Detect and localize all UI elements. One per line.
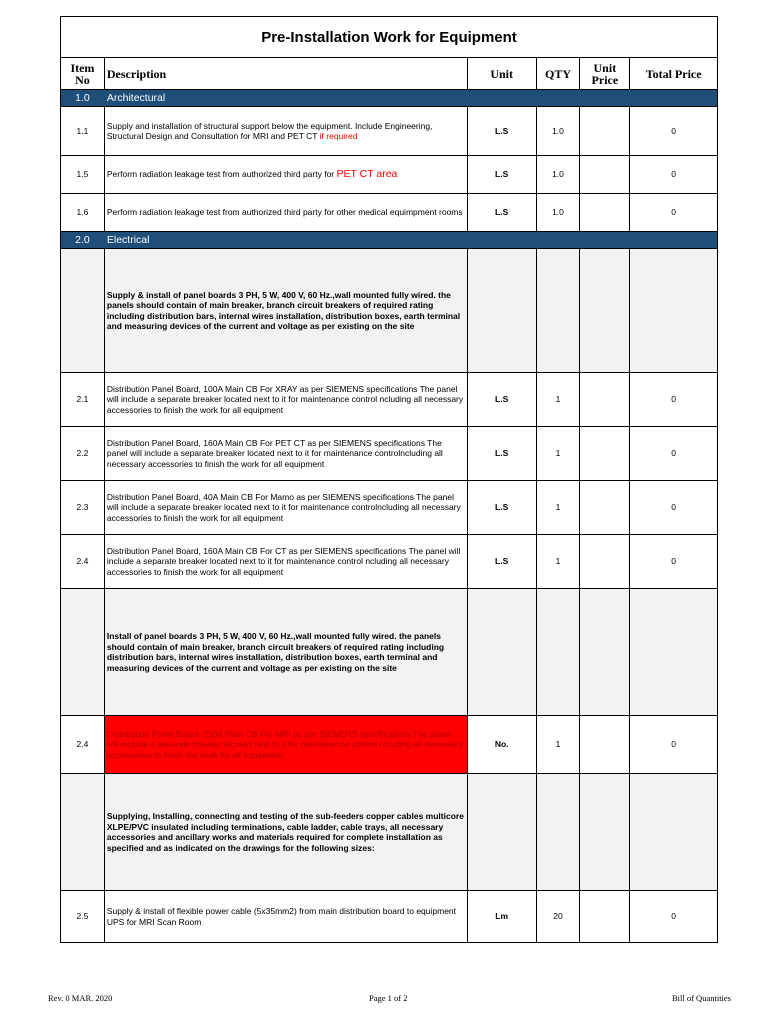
item-qty: 1.0 (537, 194, 581, 231)
item-unit: L.S (468, 156, 537, 193)
table-row (61, 427, 717, 481)
table-row (61, 481, 717, 535)
item-total-price: 0 (671, 911, 677, 922)
item-unit-price[interactable] (580, 481, 630, 534)
group-header-row (61, 774, 717, 891)
group-description: Supply & install of panel boards 3 PH, 5 W, 400 V, 60 Hz.,wall mounted fully wired. the panels should contain of main breaker, branch circuit breakers of required rating including distribution bars, internal wires installation, distribution boxes, earth terminal and measuring devices of the current and voltage as per existing on the site (105, 249, 468, 372)
header-total-price: Total Price (645, 66, 702, 81)
header-item-no: Item No (61, 58, 105, 89)
section-number: 1.0 (61, 90, 105, 106)
table-row (61, 156, 717, 194)
footer-revision: Rev. 0 MAR. 2020 (48, 993, 113, 1003)
group-description: Install of panel boards 3 PH, 5 W, 400 V, 60 Hz.,wall mounted fully wired. the panels should contain of main breaker, branch circuit breakers of required rating including distribution bars, internal wires installation, distribution boxes, earth terminal and measuring devices of the current and voltage as per existing on the site (105, 589, 468, 715)
item-unit: Lm (468, 891, 537, 942)
item-unit: L.S (468, 194, 537, 231)
item-qty: 1 (537, 716, 581, 773)
group-header-row (61, 589, 717, 716)
section-number: 2.0 (61, 232, 105, 248)
item-total-price: 0 (671, 448, 677, 459)
footer-document-title: Bill of Quantities (671, 993, 731, 1003)
table-row (61, 107, 717, 156)
table-row (61, 535, 717, 589)
item-description: Distribution Panel Board, 100A Main CB For XRAY as per SIEMENS specifications The panel will include a separate breaker located next to it for maintenance control ncluding all necessary accessories to finish the work for all equipment (105, 373, 468, 426)
item-total-price: 0 (671, 169, 677, 180)
section-name: Architectural (105, 90, 468, 106)
item-description: Distribution Panel Board, 250A Main CB For MRI as per SIEMENS specifications.The panel will include a separate breaker located next to it for maintenance control ncluding all necessary accessories to finish the work for all equipment (105, 716, 468, 773)
header-qty: QTY (537, 58, 581, 89)
item-qty: 1 (537, 535, 581, 588)
group-header-row (61, 249, 717, 373)
item-unit-price[interactable] (580, 535, 630, 588)
table-row (61, 716, 717, 774)
item-description: Distribution Panel Board, 40A Main CB For Mamo as per SIEMENS specifications The panel will include a separate breaker located next to it for maintenance controlncluding all necessary accessories to finish the work for all equipment (105, 481, 468, 534)
section-electrical (61, 232, 717, 249)
item-description: Perform radiation leakage test from authorized third party for PET CT area (105, 156, 468, 193)
item-no: 2.4 (61, 535, 105, 588)
item-unit: No. (468, 716, 537, 773)
item-unit: L.S (468, 107, 537, 155)
item-description: Supply & install of flexible power cable (5x35mm2) from main distribution board to equipment UPS for MRI Scan Room (105, 891, 468, 942)
item-unit-price[interactable] (580, 194, 630, 231)
item-total-price: 0 (671, 739, 677, 750)
item-no: 1.1 (61, 107, 105, 155)
item-qty: 1 (537, 481, 581, 534)
item-no: 2.3 (61, 481, 105, 534)
item-qty: 1 (537, 373, 581, 426)
item-total-price: 0 (671, 125, 677, 136)
boq-sheet (60, 16, 718, 943)
item-no: 2.4 (61, 716, 105, 773)
page-title: Pre-Installation Work for Equipment (61, 17, 717, 58)
footer-page-number: Page 1 of 2 (369, 993, 408, 1003)
item-unit: L.S (468, 535, 537, 588)
item-no: 1.5 (61, 156, 105, 193)
group-description: Supplying, Installing, connecting and testing of the sub-feeders copper cables multicore XLPE/PVC insulated including terminations, cable ladder, cable trays, all necessary accessories and ancillary works and materials required for complete installation as specified and as indicated on the drawings for the following sizes: (105, 774, 468, 890)
header-description: Description (105, 58, 468, 89)
item-qty: 1.0 (537, 107, 581, 155)
item-no: 2.2 (61, 427, 105, 480)
header-unit: Unit (468, 58, 537, 89)
item-description: Distribution Panel Board, 160A Main CB For CT as per SIEMENS specifications The panel will include a separate breaker located next to it for maintenance control ncluding all necessary accessories to finish the work for all equipment (105, 535, 468, 588)
item-unit-price[interactable] (580, 427, 630, 480)
table-row (61, 194, 717, 232)
item-qty: 20 (537, 891, 581, 942)
item-unit-price[interactable] (580, 107, 630, 155)
table-header (61, 58, 717, 90)
table-row (61, 373, 717, 427)
item-description: Distribution Panel Board, 160A Main CB For PET CT as per SIEMENS specifications The panel will include a separate breaker located next to it for maintenance controlncluding all necessary accessories to finish the work for all equipment (105, 427, 468, 480)
item-total-price: 0 (671, 556, 677, 567)
item-unit: L.S (468, 481, 537, 534)
item-unit: L.S (468, 427, 537, 480)
item-no: 2.5 (61, 891, 105, 942)
item-no: 1.6 (61, 194, 105, 231)
item-unit: L.S (468, 373, 537, 426)
item-total-price: 0 (671, 502, 677, 513)
header-unit-price: Unit Price (580, 58, 630, 89)
item-qty: 1 (537, 427, 581, 480)
item-qty: 1.0 (537, 156, 581, 193)
item-no: 2.1 (61, 373, 105, 426)
item-description: Supply and installation of structural support below the equipment. Include Engineering, Structural Design and Consultation for MRI and PET CT if required (105, 107, 468, 155)
section-name: Electrical (105, 232, 468, 248)
item-unit-price[interactable] (580, 716, 630, 773)
item-unit-price[interactable] (580, 891, 630, 942)
item-description: Perform radiation leakage test from authorized third party for other medical equimpment rooms (105, 194, 468, 231)
table-row (61, 891, 717, 942)
item-total-price: 0 (671, 207, 677, 218)
item-unit-price[interactable] (580, 156, 630, 193)
item-unit-price[interactable] (580, 373, 630, 426)
item-total-price: 0 (671, 394, 677, 405)
section-architectural (61, 90, 717, 107)
